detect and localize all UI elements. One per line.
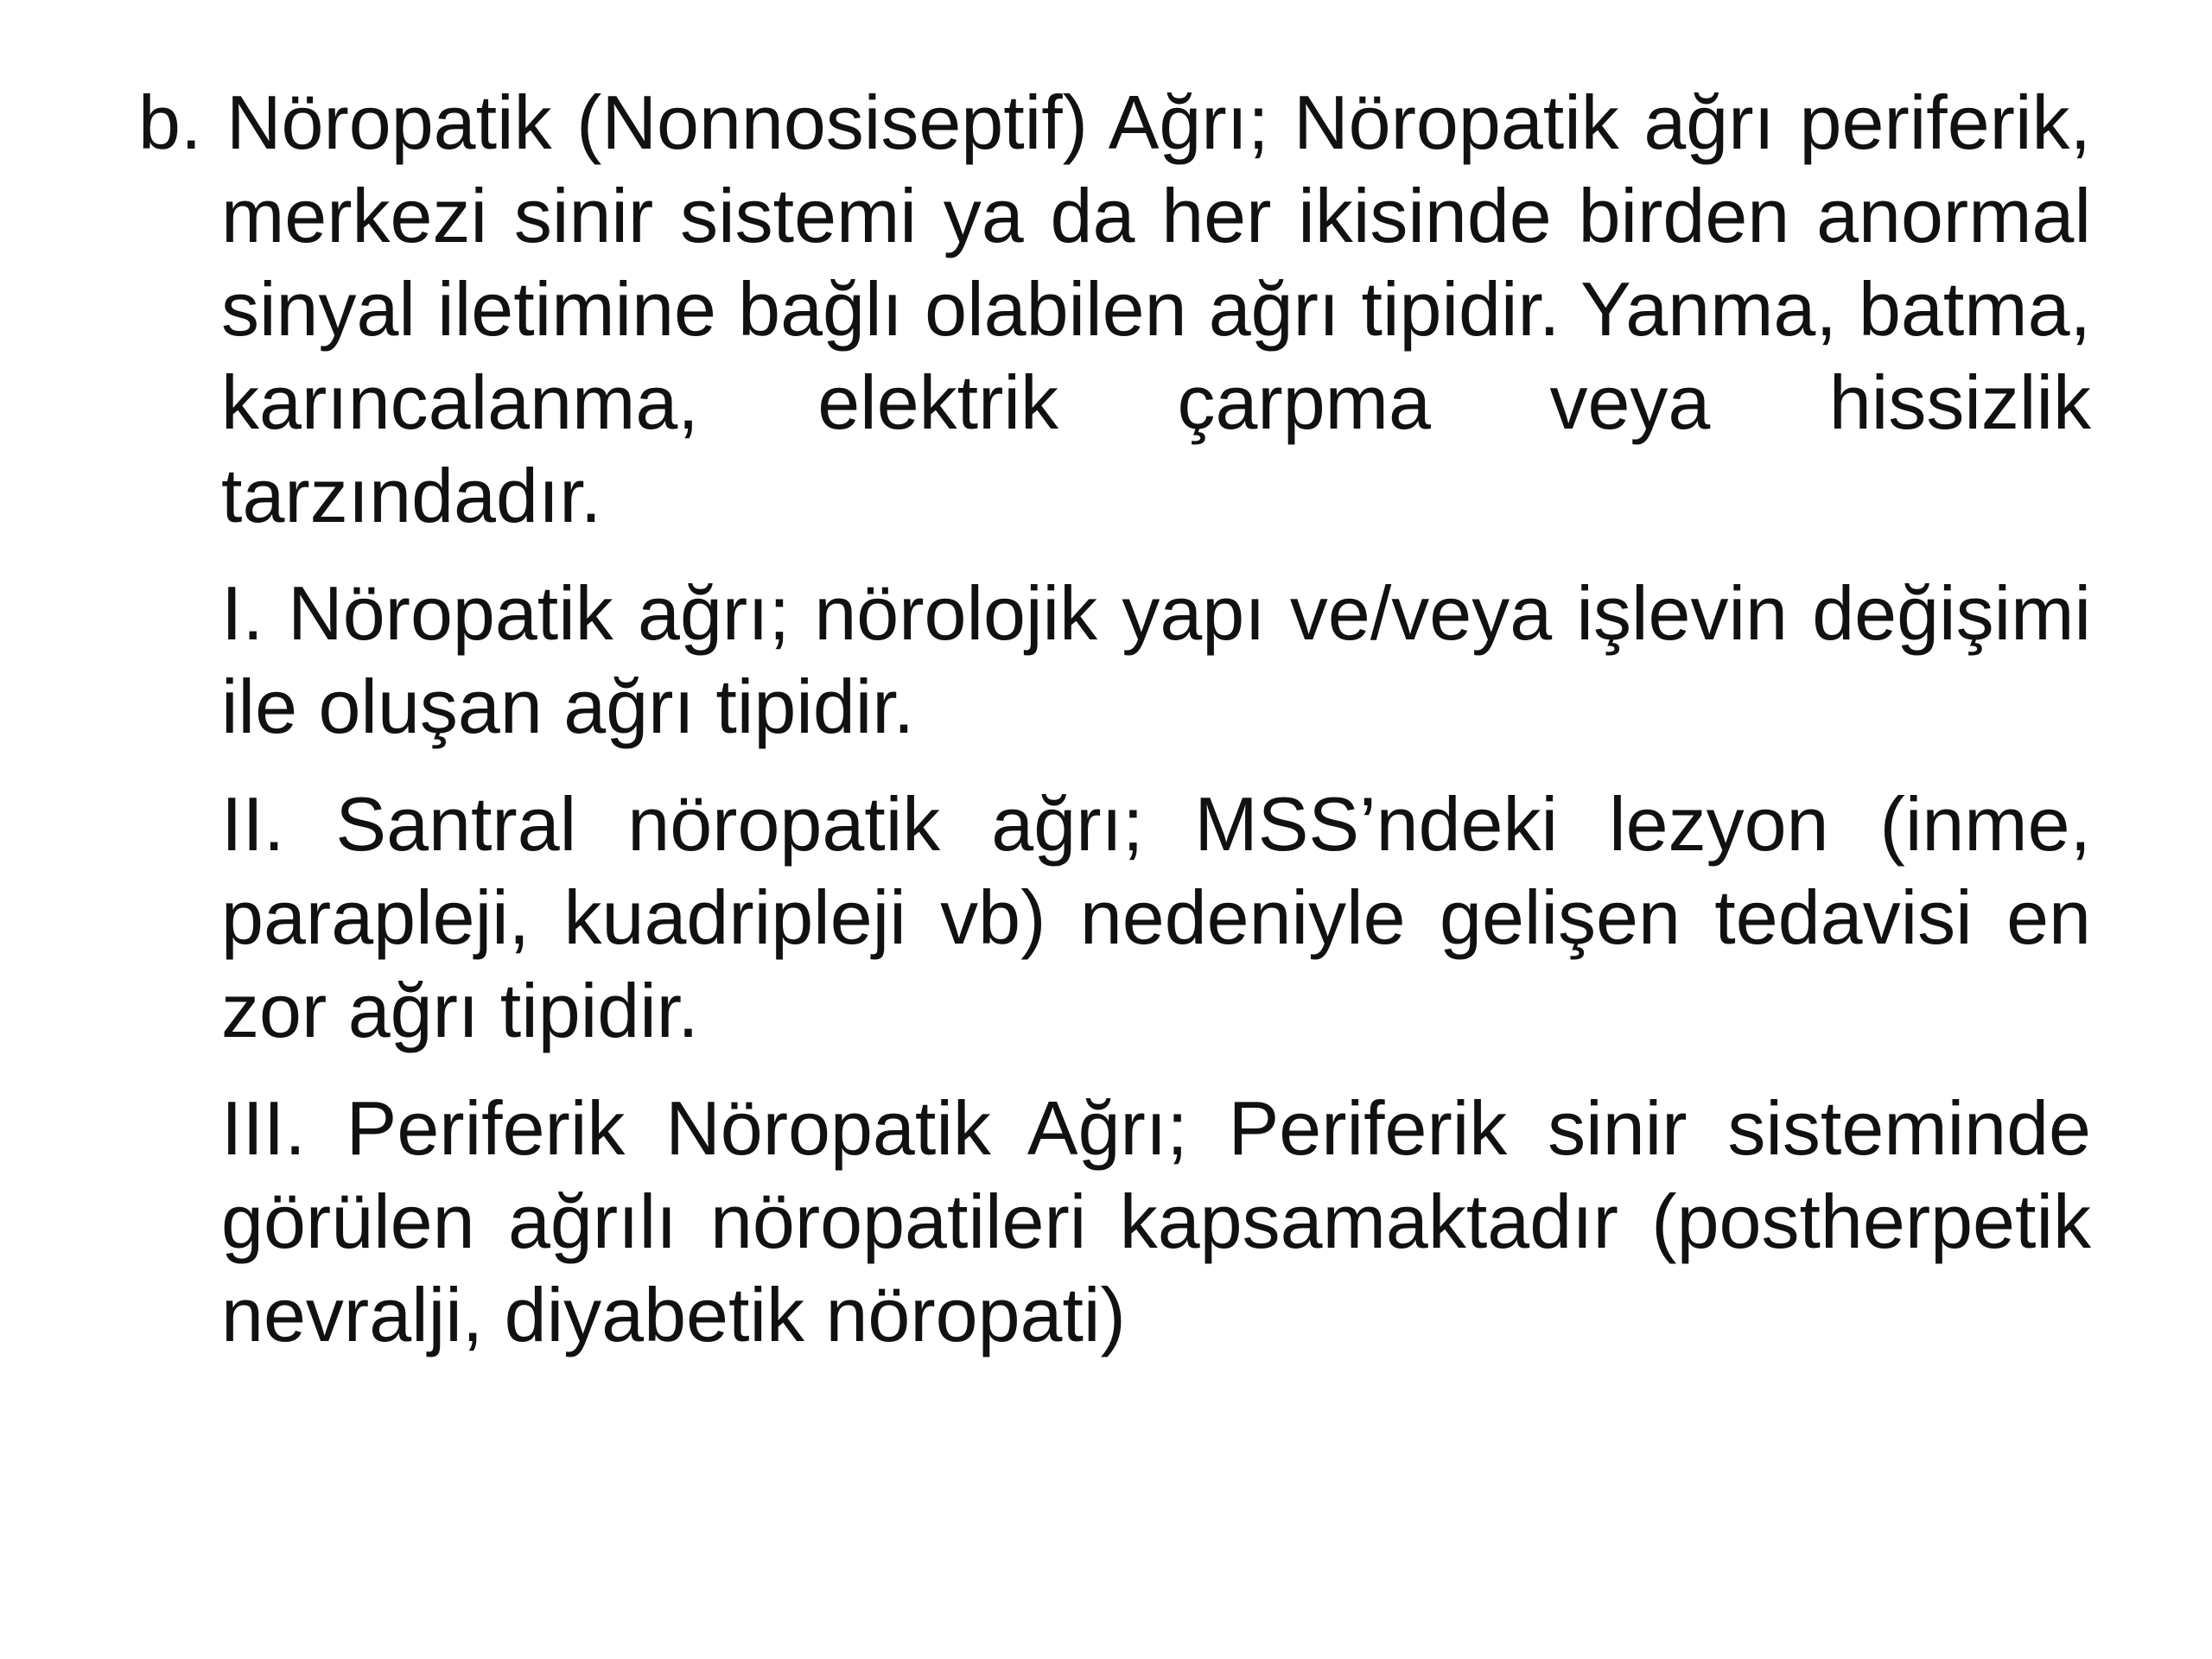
- paragraph-ii-central-neuropathic-pain: II. Santral nöropatik ağrı; MSS’ndeki lezyon (inme, parapleji, kuadripleji vb) nedeniyle gelişen tedavisi en zor ağrı tipidir.: [221, 781, 2091, 1053]
- paragraph-i-neuropathic-pain: I. Nöropatik ağrı; nörolojik yapı ve/veya işlevin değişimi ile oluşan ağrı tipidir.: [221, 570, 2091, 749]
- slide-body: [138, 76, 2091, 1362]
- paragraph-iii-peripheral-neuropathic-pain: III. Periferik Nöropatik Ağrı; Periferik sinir sisteminde görülen ağrılı nöropatileri kapsamaktadır (postherpetik nevralji, diyabetik nöropati): [221, 1085, 2091, 1357]
- paragraph-b-neuropathic-pain: b. Nöropatik (Nonnosiseptif) Ağrı; Nöropatik ağrı periferik, merkezi sinir sistemi ya da her ikisinde birden anormal sinyal iletimine bağlı olabilen ağrı tipidir. Yanma, batma, karıncalanma, elektrik çarpma veya hissizlik tarzındadır.: [138, 79, 2091, 538]
